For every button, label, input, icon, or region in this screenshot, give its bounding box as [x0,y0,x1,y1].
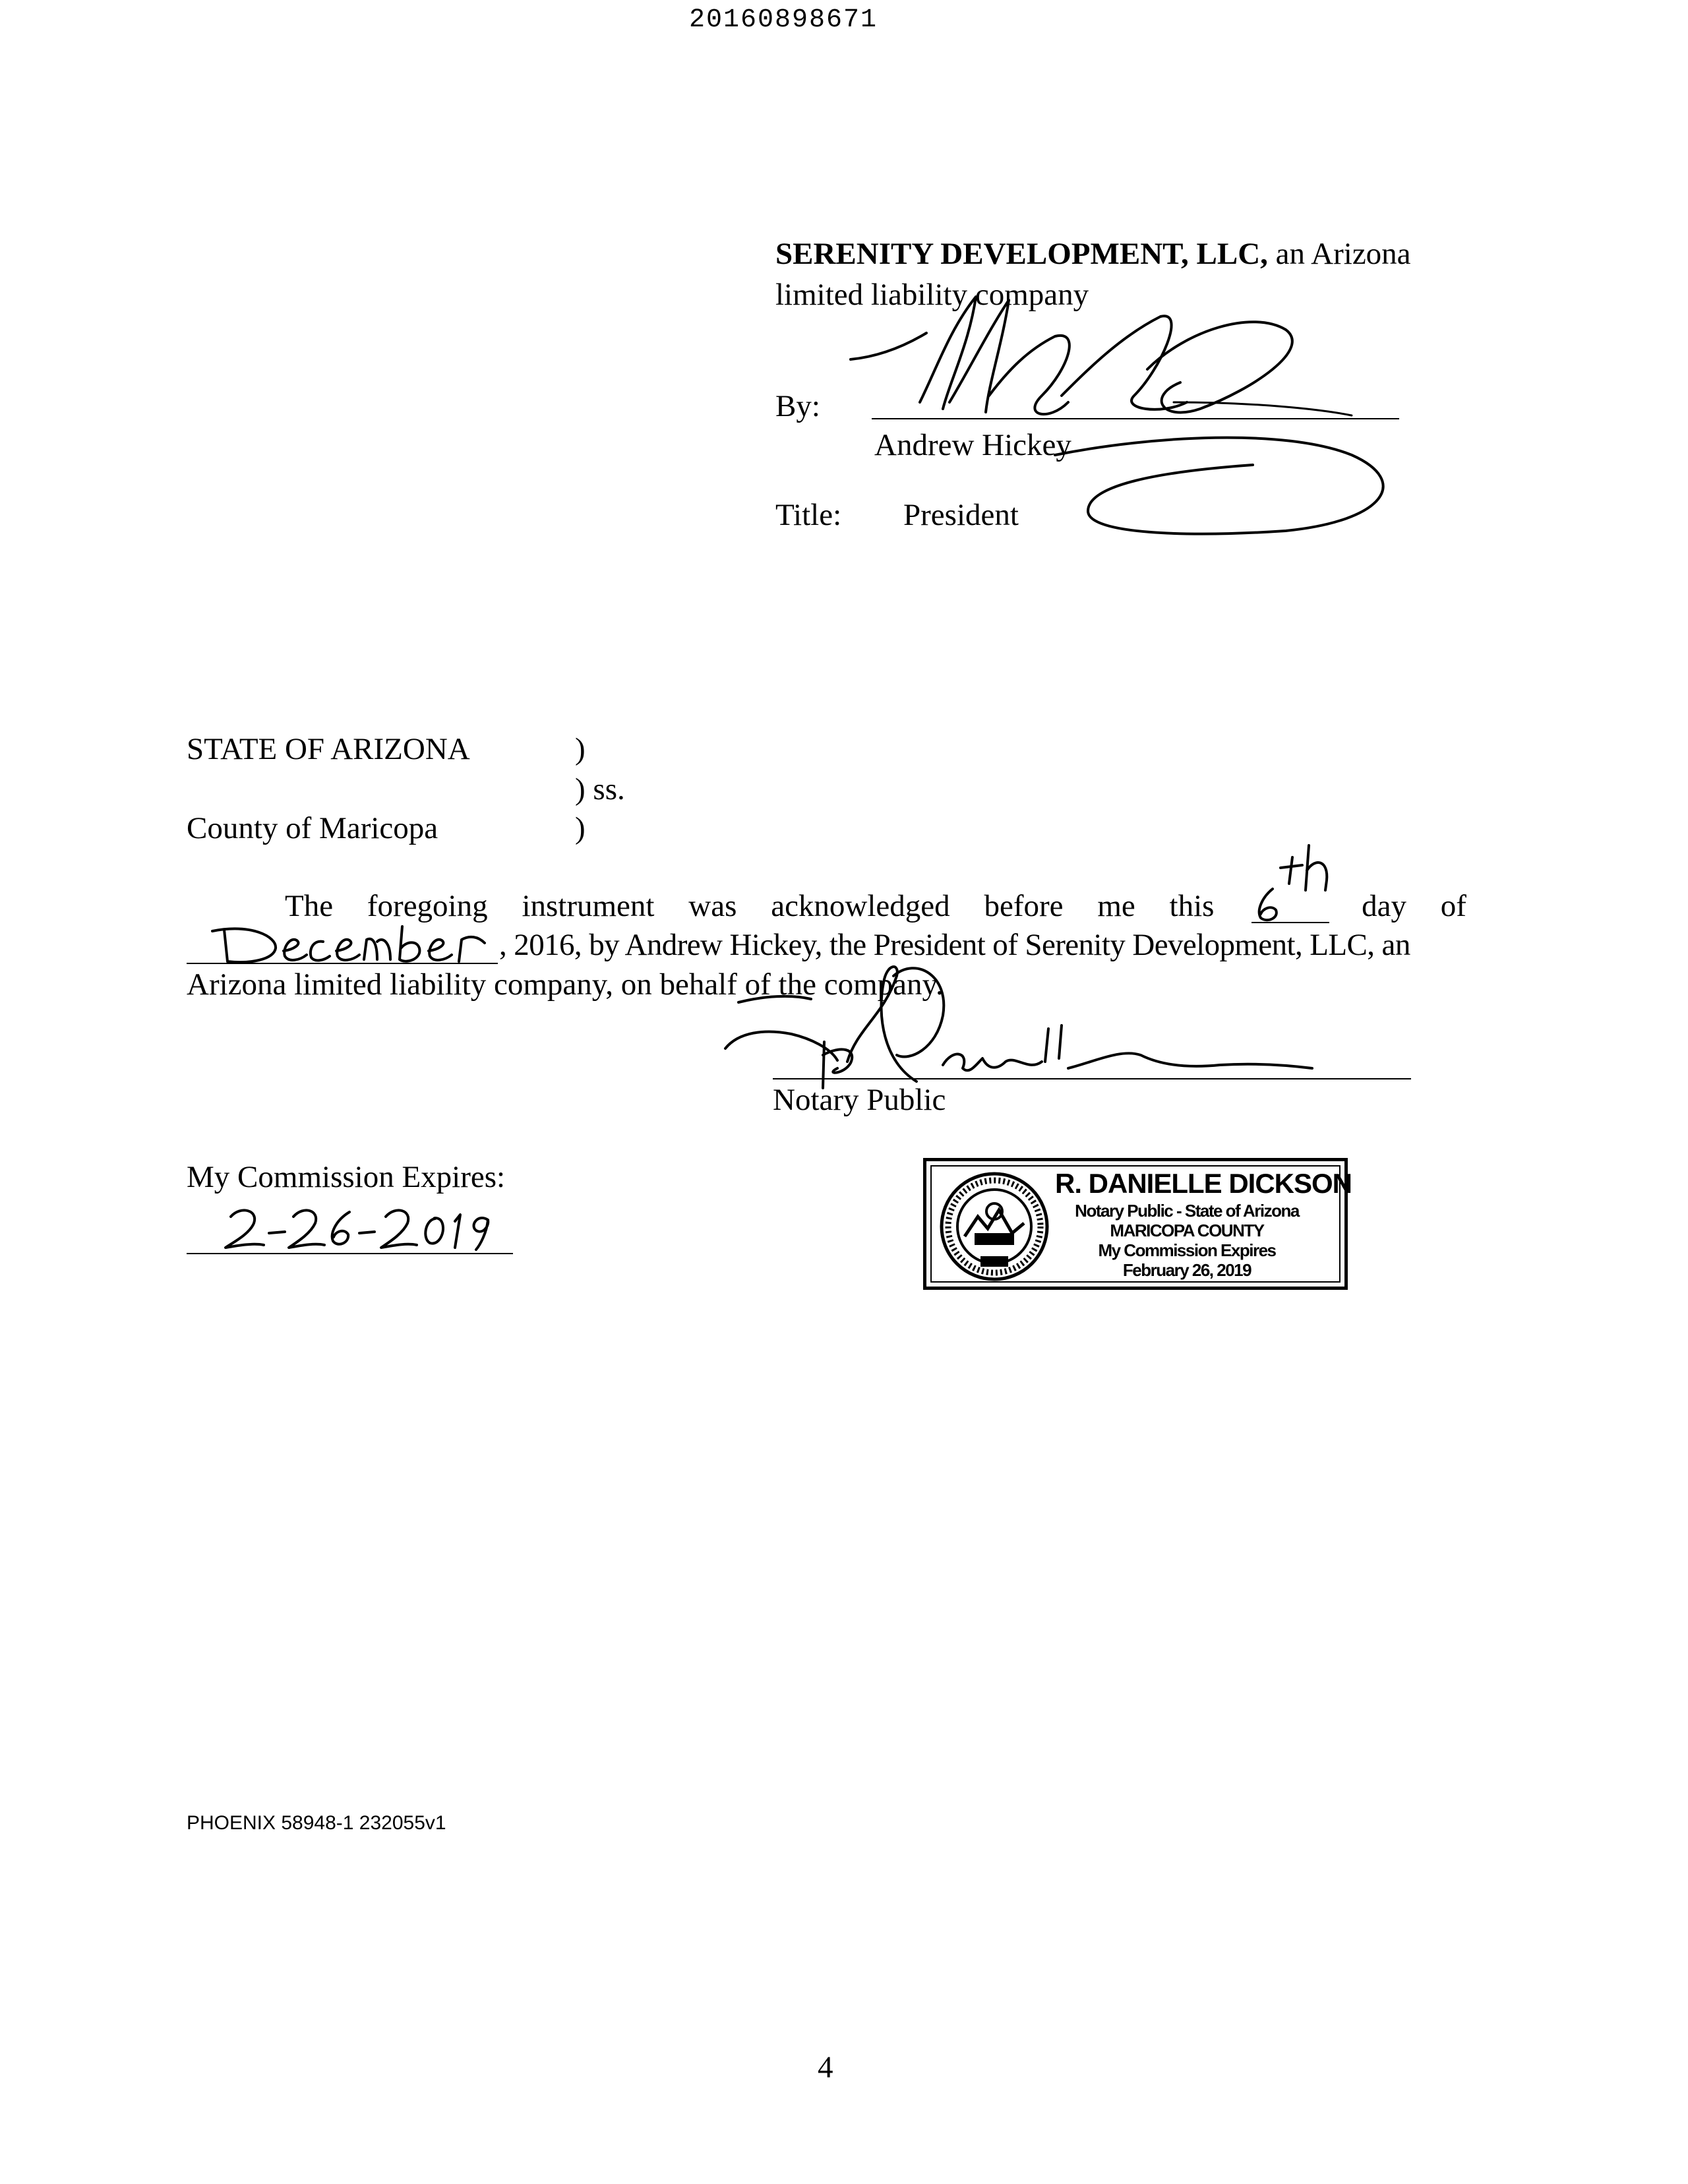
stamp-line5: February 26, 2019 [1122,1260,1251,1280]
title-value: President [903,498,1019,532]
arizona-seal-icon [938,1170,1050,1283]
notary-label: Notary Public [773,1083,946,1117]
notary-stamp [923,1158,1352,1290]
ack-word: me [1097,889,1135,923]
stamp-line4: My Commission Expires [1098,1240,1276,1260]
ack-word: was [688,889,737,923]
page-number: 4 [818,2050,833,2084]
stamp-line3: MARICOPA COUNTY [1110,1221,1264,1240]
entity-desc-line2: limited liability company [775,278,1089,312]
venue-paren-bottom: ) [575,811,586,845]
stamp-name: R. DANIELLE DICKSON [1055,1168,1352,1199]
ack-word: day [1362,889,1406,923]
signer-name: Andrew Hickey [874,428,1071,462]
ack-word: acknowledged [771,889,950,923]
footer-doc-id: PHOENIX 58948-1 232055v1 [187,1812,446,1834]
title-label: Title: [775,498,842,532]
entity-desc-line1: an Arizona [1267,237,1411,271]
ack-word: foregoing [367,889,488,923]
ack-line2-rest: , 2016, by Andrew Hickey, the President of Serenity Development, LLC, an [499,928,1410,962]
ack-word: of [1440,889,1466,923]
venue-paren-top: ) [575,732,586,766]
by-label: By: [775,389,820,423]
document-number: 20160898671 [689,5,878,35]
venue-state: STATE OF ARIZONA [187,732,470,766]
ack-word: instrument [522,889,655,923]
stamp-line2: Notary Public - State of Arizona [1075,1201,1299,1221]
ack-word: before [984,889,1064,923]
commission-label: My Commission Expires: [187,1160,506,1194]
ack-word: The [285,889,334,923]
ack-line3: Arizona limited liability company, on behalf of the company. [187,967,944,1002]
venue-county: County of Maricopa [187,811,438,845]
ack-word: this [1169,889,1215,923]
entity-name: SERENITY DEVELOPMENT, LLC, [775,237,1268,271]
venue-ss: ) ss. [575,772,625,806]
